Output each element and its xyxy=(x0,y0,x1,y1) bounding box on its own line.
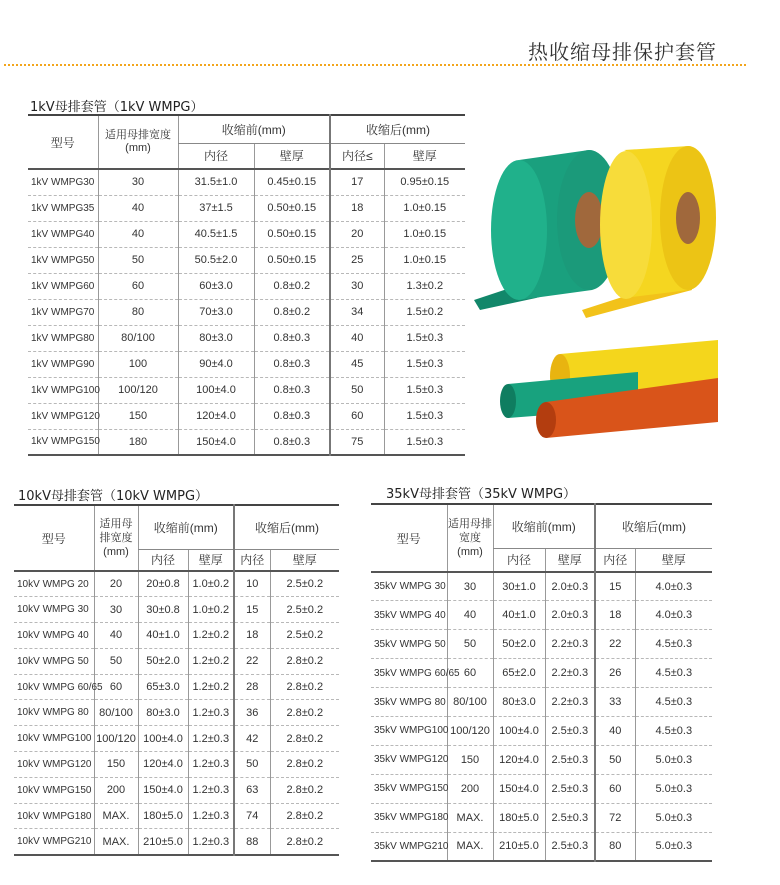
cell-id-after: 80 xyxy=(595,832,635,861)
cell-model: 1kV WMPG80 xyxy=(31,332,95,344)
cell-id-before: 30±0.8 xyxy=(138,597,188,623)
cell-width: 50 xyxy=(447,630,493,659)
cell-id-before: 50±2.0 xyxy=(493,630,545,659)
cell-id-before: 90±4.0 xyxy=(178,351,254,377)
cell-model: 10kV WMPG 80 xyxy=(17,707,89,719)
cell-width: 80/100 xyxy=(94,700,138,726)
cell-id-after: 26 xyxy=(595,659,635,688)
header-after: 收缩后(mm) xyxy=(330,115,465,143)
cell-wall-before: 1.2±0.3 xyxy=(188,726,234,752)
cell-id-before: 40.5±1.5 xyxy=(178,221,254,247)
cell-model: 1kV WMPG30 xyxy=(31,176,95,188)
cell-id-after: 17 xyxy=(330,169,384,195)
cell-id-after: 18 xyxy=(330,195,384,221)
cell-wall-after: 4.5±0.3 xyxy=(635,630,712,659)
cell-wall-before: 0.50±0.15 xyxy=(254,195,330,221)
cell-id-before: 31.5±1.0 xyxy=(178,169,254,195)
cell-width: 50 xyxy=(94,648,138,674)
cell-wall-before: 2.2±0.3 xyxy=(545,630,595,659)
cell-wall-before: 1.0±0.2 xyxy=(188,571,234,597)
table-row xyxy=(28,273,465,299)
table-row xyxy=(371,745,712,774)
cell-id-before: 150±4.0 xyxy=(138,777,188,803)
cell-model: 10kV WMPG 40 xyxy=(17,629,89,641)
cell-id-before: 70±3.0 xyxy=(178,299,254,325)
cell-id-before: 120±4.0 xyxy=(138,752,188,778)
cell-model: 10kV WMPG 60/65 xyxy=(17,681,103,693)
cell-wall-before: 1.2±0.3 xyxy=(188,803,234,829)
cell-width: MAX. xyxy=(447,803,493,832)
green-tube-end xyxy=(500,384,516,418)
header-width: 适用母排宽度(mm) xyxy=(447,504,493,572)
table-row xyxy=(28,377,465,403)
cell-id-before: 100±4.0 xyxy=(493,716,545,745)
cell-wall-before: 0.8±0.3 xyxy=(254,325,330,351)
green-roll-core xyxy=(575,192,603,248)
cell-width: 40 xyxy=(94,623,138,649)
cell-wall-before: 2.2±0.3 xyxy=(545,659,595,688)
cell-id-before: 40±1.0 xyxy=(493,601,545,630)
cell-wall-before: 1.2±0.2 xyxy=(188,648,234,674)
cell-id-before: 180±5.0 xyxy=(493,803,545,832)
cell-wall-after: 5.0±0.3 xyxy=(635,803,712,832)
table-row xyxy=(371,572,712,601)
cell-model: 10kV WMPG 30 xyxy=(17,604,89,616)
cell-wall-before: 2.5±0.3 xyxy=(545,774,595,803)
cell-model: 10kV WMPG 20 xyxy=(17,578,89,590)
cell-width: MAX. xyxy=(94,803,138,829)
cell-model: 1kV WMPG90 xyxy=(31,358,95,370)
cell-wall-after: 0.95±0.15 xyxy=(384,169,465,195)
cell-model: 1kV WMPG35 xyxy=(31,202,95,214)
cell-id-before: 20±0.8 xyxy=(138,571,188,597)
header-before: 收缩前(mm) xyxy=(178,115,330,143)
header-wall-after: 壁厚 xyxy=(270,549,339,571)
cell-wall-before: 0.8±0.3 xyxy=(254,377,330,403)
cell-wall-after: 2.8±0.2 xyxy=(270,726,339,752)
header-wall-before: 壁厚 xyxy=(188,549,234,571)
header-after: 收缩后(mm) xyxy=(595,504,712,548)
table-row xyxy=(371,803,712,832)
cell-width: 80/100 xyxy=(98,325,178,351)
orange-tube-end xyxy=(536,402,556,438)
cell-wall-before: 0.8±0.3 xyxy=(254,403,330,429)
header-id-after: 内径 xyxy=(234,549,270,571)
cell-wall-after: 1.3±0.2 xyxy=(384,273,465,299)
table-row xyxy=(14,674,339,700)
cell-id-before: 100±4.0 xyxy=(138,726,188,752)
cell-id-before: 65±2.0 xyxy=(493,659,545,688)
cell-wall-before: 2.5±0.3 xyxy=(545,716,595,745)
green-roll-face xyxy=(491,160,547,300)
cell-id-before: 210±5.0 xyxy=(493,832,545,861)
cell-id-after: 74 xyxy=(234,803,270,829)
table-row xyxy=(28,247,465,273)
cell-model: 10kV WMPG180 xyxy=(17,810,92,822)
cell-id-before: 210±5.0 xyxy=(138,829,188,855)
cell-wall-after: 2.8±0.2 xyxy=(270,700,339,726)
cell-id-after: 40 xyxy=(330,325,384,351)
cell-id-after: 15 xyxy=(595,572,635,601)
cell-wall-before: 0.8±0.3 xyxy=(254,429,330,455)
table-row xyxy=(371,832,712,861)
tube-rolls-image xyxy=(474,140,724,320)
tubes-image xyxy=(498,336,720,440)
cell-width: 80 xyxy=(98,299,178,325)
header-model: 型号 xyxy=(396,531,421,546)
cell-model: 10kV WMPG150 xyxy=(17,784,92,796)
cell-wall-before: 0.8±0.2 xyxy=(254,273,330,299)
cell-width: 30 xyxy=(98,169,178,195)
cell-id-before: 80±3.0 xyxy=(138,700,188,726)
table-row xyxy=(14,597,339,623)
table-row xyxy=(371,688,712,717)
cell-wall-after: 1.5±0.3 xyxy=(384,351,465,377)
cell-width: 40 xyxy=(98,221,178,247)
cell-id-after: 22 xyxy=(234,648,270,674)
cell-id-after: 20 xyxy=(330,221,384,247)
cell-width: 60 xyxy=(98,273,178,299)
cell-model: 35kV WMPG 60/65 xyxy=(374,667,460,679)
header-width: 适用母排宽度(mm) xyxy=(94,505,138,571)
table-row xyxy=(14,700,339,726)
table-row xyxy=(371,774,712,803)
yellow-roll-core xyxy=(676,192,700,244)
cell-wall-after: 2.8±0.2 xyxy=(270,829,339,855)
table-row xyxy=(14,752,339,778)
cell-id-before: 80±3.0 xyxy=(493,688,545,717)
table-row xyxy=(14,803,339,829)
cell-id-before: 150±4.0 xyxy=(178,429,254,455)
table-row xyxy=(14,623,339,649)
cell-width: MAX. xyxy=(94,829,138,855)
header-before: 收缩前(mm) xyxy=(493,504,595,548)
cell-wall-before: 1.2±0.3 xyxy=(188,700,234,726)
header-model: 型号 xyxy=(50,135,75,150)
cell-wall-after: 5.0±0.3 xyxy=(635,832,712,861)
cell-width: 20 xyxy=(94,571,138,597)
cell-model: 35kV WMPG 30 xyxy=(374,581,446,593)
cell-width: 80/100 xyxy=(447,688,493,717)
cell-id-before: 180±5.0 xyxy=(138,803,188,829)
cell-wall-after: 1.0±0.15 xyxy=(384,221,465,247)
table-10kv xyxy=(14,504,339,856)
cell-wall-before: 1.2±0.2 xyxy=(188,674,234,700)
cell-id-after: 50 xyxy=(330,377,384,403)
cell-model: 35kV WMPG150 xyxy=(374,783,449,795)
cell-wall-before: 1.2±0.3 xyxy=(188,829,234,855)
cell-wall-after: 2.8±0.2 xyxy=(270,674,339,700)
cell-wall-before: 1.0±0.2 xyxy=(188,597,234,623)
cell-wall-before: 1.2±0.3 xyxy=(188,777,234,803)
header-after: 收缩后(mm) xyxy=(234,505,339,549)
cell-model: 10kV WMPG100 xyxy=(17,733,92,745)
header-id-before: 内径 xyxy=(178,143,254,169)
cell-model: 1kV WMPG50 xyxy=(31,254,95,266)
cell-width: 100 xyxy=(98,351,178,377)
cell-id-after: 63 xyxy=(234,777,270,803)
cell-wall-before: 2.2±0.3 xyxy=(545,688,595,717)
cell-id-after: 42 xyxy=(234,726,270,752)
cell-wall-after: 1.5±0.2 xyxy=(384,299,465,325)
cell-wall-after: 1.0±0.15 xyxy=(384,195,465,221)
table-row xyxy=(14,726,339,752)
cell-width: 50 xyxy=(98,247,178,273)
header-id-before: 内径 xyxy=(138,549,188,571)
cell-model: 10kV WMPG210 xyxy=(17,836,92,848)
cell-wall-before: 1.2±0.2 xyxy=(188,623,234,649)
table-1kv xyxy=(28,114,465,456)
cell-wall-after: 4.0±0.3 xyxy=(635,601,712,630)
cell-width: 100/120 xyxy=(98,377,178,403)
cell-model: 1kV WMPG100 xyxy=(31,384,100,396)
cell-model: 35kV WMPG100 xyxy=(374,725,449,737)
cell-id-after: 25 xyxy=(330,247,384,273)
cell-wall-before: 1.2±0.3 xyxy=(188,752,234,778)
table-row xyxy=(28,195,465,221)
cell-id-after: 72 xyxy=(595,803,635,832)
cell-id-after: 18 xyxy=(595,601,635,630)
cell-id-before: 60±3.0 xyxy=(178,273,254,299)
cell-model: 35kV WMPG210 xyxy=(374,840,449,852)
table-row xyxy=(14,829,339,855)
header-model: 型号 xyxy=(41,531,66,546)
table-row xyxy=(28,169,465,195)
cell-wall-after: 1.5±0.3 xyxy=(384,377,465,403)
cell-id-before: 150±4.0 xyxy=(493,774,545,803)
cell-id-before: 50.5±2.0 xyxy=(178,247,254,273)
cell-width: 100/120 xyxy=(94,726,138,752)
cell-id-after: 22 xyxy=(595,630,635,659)
cell-model: 1kV WMPG150 xyxy=(31,436,100,448)
cell-id-after: 50 xyxy=(234,752,270,778)
header-wall-before: 壁厚 xyxy=(254,143,330,169)
cell-id-after: 75 xyxy=(330,429,384,455)
table-35kv xyxy=(371,503,712,862)
cell-model: 10kV WMPG 50 xyxy=(17,655,89,667)
table-row xyxy=(14,648,339,674)
table-row xyxy=(28,299,465,325)
header-id-before: 内径 xyxy=(493,548,545,572)
cell-model: 35kV WMPG 50 xyxy=(374,638,446,650)
cell-width: 40 xyxy=(447,601,493,630)
cell-id-before: 120±4.0 xyxy=(493,745,545,774)
cell-id-after: 34 xyxy=(330,299,384,325)
table-row xyxy=(371,630,712,659)
cell-wall-before: 0.8±0.3 xyxy=(254,351,330,377)
cell-wall-after: 4.5±0.3 xyxy=(635,716,712,745)
header-wall-after: 壁厚 xyxy=(635,548,712,572)
cell-id-before: 120±4.0 xyxy=(178,403,254,429)
table-row xyxy=(371,659,712,688)
cell-id-before: 65±3.0 xyxy=(138,674,188,700)
cell-wall-after: 2.8±0.2 xyxy=(270,803,339,829)
table-row xyxy=(28,351,465,377)
cell-id-after: 45 xyxy=(330,351,384,377)
cell-wall-after: 2.5±0.2 xyxy=(270,571,339,597)
cell-wall-before: 2.0±0.3 xyxy=(545,601,595,630)
cell-model: 10kV WMPG120 xyxy=(17,758,92,770)
cell-wall-after: 5.0±0.3 xyxy=(635,745,712,774)
cell-wall-after: 2.8±0.2 xyxy=(270,777,339,803)
cell-wall-after: 2.5±0.2 xyxy=(270,623,339,649)
header-id-after: 内径≤ xyxy=(330,143,384,169)
cell-width: 60 xyxy=(94,674,138,700)
cell-width: 100/120 xyxy=(447,716,493,745)
cell-model: 35kV WMPG 80 xyxy=(374,696,446,708)
cell-width: 150 xyxy=(447,745,493,774)
table-row xyxy=(28,221,465,247)
cell-id-after: 60 xyxy=(595,774,635,803)
cell-id-after: 33 xyxy=(595,688,635,717)
cell-id-after: 30 xyxy=(330,273,384,299)
table2-title: 10kV母排套管（10kV WMPG） xyxy=(18,489,209,504)
cell-id-before: 40±1.0 xyxy=(138,623,188,649)
cell-wall-after: 2.8±0.2 xyxy=(270,648,339,674)
cell-model: 35kV WMPG 40 xyxy=(374,609,446,621)
yellow-roll-face xyxy=(600,151,652,299)
cell-width: 30 xyxy=(94,597,138,623)
cell-id-after: 28 xyxy=(234,674,270,700)
table-row xyxy=(371,716,712,745)
cell-wall-before: 0.50±0.15 xyxy=(254,221,330,247)
page-title: 热收缩母排保护套管 xyxy=(528,40,717,64)
table1-title: 1kV母排套管（1kV WMPG） xyxy=(30,100,204,115)
table-row xyxy=(371,601,712,630)
cell-id-before: 30±1.0 xyxy=(493,572,545,601)
cell-wall-after: 1.5±0.3 xyxy=(384,325,465,351)
cell-width: 150 xyxy=(98,403,178,429)
cell-width: MAX. xyxy=(447,832,493,861)
table-row xyxy=(28,403,465,429)
cell-wall-after: 1.5±0.3 xyxy=(384,429,465,455)
cell-wall-after: 4.5±0.3 xyxy=(635,659,712,688)
cell-id-after: 10 xyxy=(234,571,270,597)
cell-width: 200 xyxy=(447,774,493,803)
header-divider xyxy=(4,64,746,66)
cell-wall-before: 2.5±0.3 xyxy=(545,745,595,774)
cell-id-after: 60 xyxy=(330,403,384,429)
cell-wall-after: 4.0±0.3 xyxy=(635,572,712,601)
cell-model: 35kV WMPG180 xyxy=(374,812,449,824)
cell-width: 60 xyxy=(447,659,493,688)
cell-id-before: 80±3.0 xyxy=(178,325,254,351)
cell-id-before: 37±1.5 xyxy=(178,195,254,221)
header-width: 适用母排宽度(mm) xyxy=(98,115,178,169)
cell-id-before: 100±4.0 xyxy=(178,377,254,403)
cell-model: 1kV WMPG40 xyxy=(31,228,95,240)
cell-wall-after: 1.5±0.3 xyxy=(384,403,465,429)
cell-wall-after: 2.8±0.2 xyxy=(270,752,339,778)
cell-width: 180 xyxy=(98,429,178,455)
cell-width: 150 xyxy=(94,752,138,778)
cell-wall-before: 2.5±0.3 xyxy=(545,832,595,861)
cell-width: 30 xyxy=(447,572,493,601)
cell-width: 40 xyxy=(98,195,178,221)
cell-wall-after: 4.5±0.3 xyxy=(635,688,712,717)
cell-id-before: 50±2.0 xyxy=(138,648,188,674)
cell-id-after: 50 xyxy=(595,745,635,774)
header-id-after: 内径 xyxy=(595,548,635,572)
cell-id-after: 40 xyxy=(595,716,635,745)
header-wall-before: 壁厚 xyxy=(545,548,595,572)
cell-id-after: 36 xyxy=(234,700,270,726)
table-row xyxy=(14,777,339,803)
cell-wall-before: 0.8±0.2 xyxy=(254,299,330,325)
cell-model: 1kV WMPG70 xyxy=(31,306,95,318)
table-row xyxy=(28,325,465,351)
cell-wall-before: 2.5±0.3 xyxy=(545,803,595,832)
cell-wall-before: 0.50±0.15 xyxy=(254,247,330,273)
cell-id-after: 18 xyxy=(234,623,270,649)
cell-wall-after: 5.0±0.3 xyxy=(635,774,712,803)
cell-wall-before: 2.0±0.3 xyxy=(545,572,595,601)
cell-model: 35kV WMPG120 xyxy=(374,754,449,766)
table3-title: 35kV母排套管（35kV WMPG） xyxy=(386,487,577,502)
cell-id-after: 88 xyxy=(234,829,270,855)
cell-id-after: 15 xyxy=(234,597,270,623)
cell-wall-after: 1.0±0.15 xyxy=(384,247,465,273)
cell-model: 1kV WMPG120 xyxy=(31,410,100,422)
cell-wall-before: 0.45±0.15 xyxy=(254,169,330,195)
table-row xyxy=(14,571,339,597)
cell-wall-after: 2.5±0.2 xyxy=(270,597,339,623)
cell-model: 1kV WMPG60 xyxy=(31,280,95,292)
cell-width: 200 xyxy=(94,777,138,803)
table-row xyxy=(28,429,465,455)
header-wall-after: 壁厚 xyxy=(384,143,465,169)
header-before: 收缩前(mm) xyxy=(138,505,234,549)
